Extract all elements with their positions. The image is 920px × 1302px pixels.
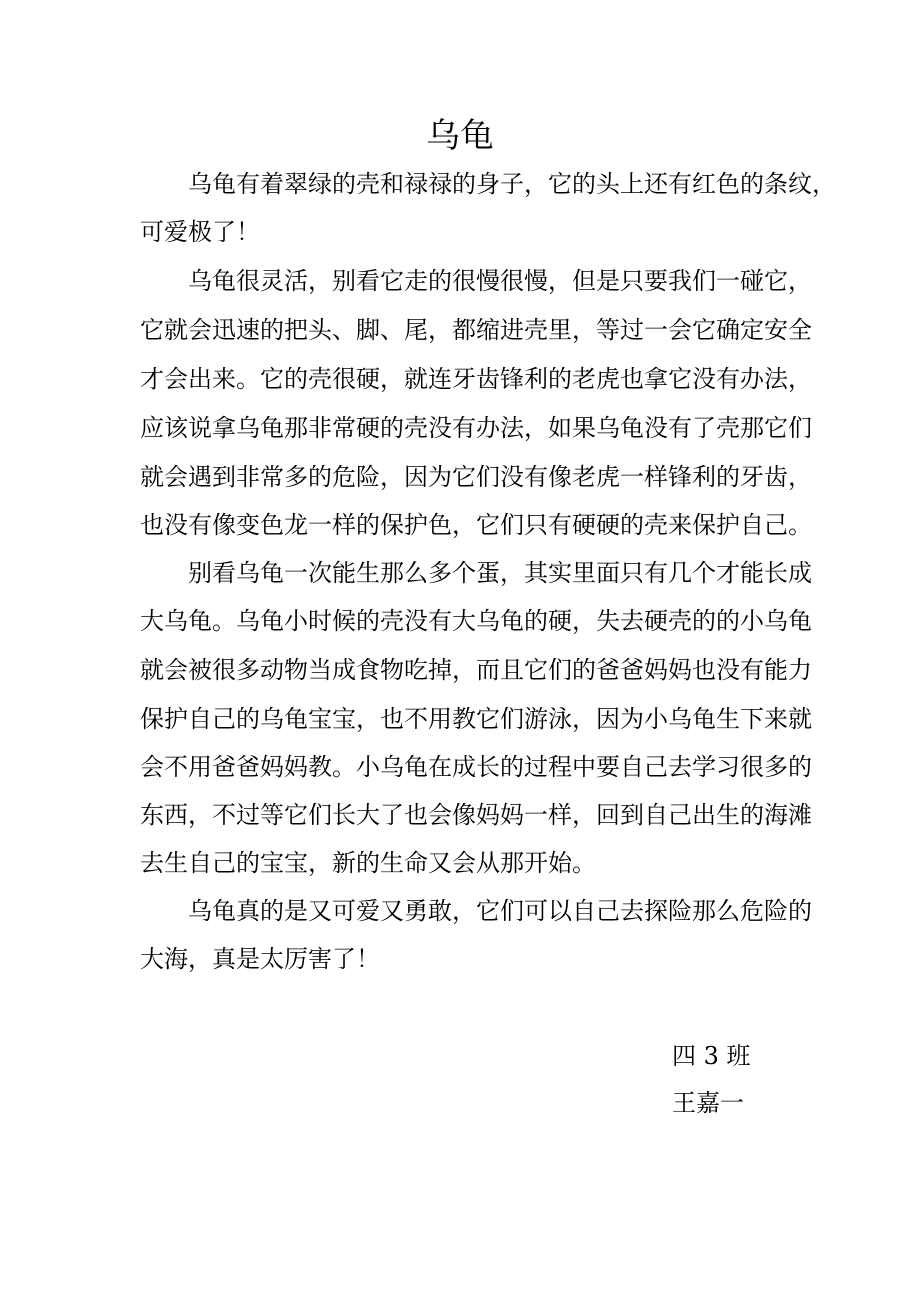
- paragraph-2-line-5: 就会遇到非常多的危险，因为它们没有像老虎一样锋利的牙齿，: [140, 463, 812, 491]
- paragraph-2-line-2: 它就会迅速的把头、脚、尾，都缩进壳里，等过一会它确定安全: [140, 316, 812, 344]
- paragraph-3-line-4: 保护自己的乌龟宝宝，也不用教它们游泳，因为小乌龟生下来就: [140, 705, 812, 733]
- class-name: 四 3 班: [672, 1042, 751, 1070]
- paragraph-2-line-6: 也没有像变色龙一样的保护色，它们只有硬硬的壳来保护自己。: [140, 511, 812, 539]
- author-name: 王嘉一: [672, 1089, 744, 1117]
- essay-title: 乌龟: [426, 116, 494, 156]
- paragraph-1-line-1: 乌龟有着翠绿的壳和禄禄的身子，它的头上还有红色的条纹，: [188, 170, 836, 198]
- paragraph-2-line-3: 才会出来。它的壳很硬，就连牙齿锋利的老虎也拿它没有办法，: [140, 365, 812, 393]
- paragraph-2-line-1: 乌龟很灵活，别看它走的很慢很慢，但是只要我们一碰它，: [188, 267, 812, 295]
- paragraph-3-line-6: 东西，不过等它们长大了也会像妈妈一样，回到自己出生的海滩: [140, 801, 812, 829]
- paragraph-4-line-1: 乌龟真的是又可爱又勇敢，它们可以自己去探险那么危险的: [188, 897, 812, 925]
- paragraph-3-line-1: 别看乌龟一次能生那么多个蛋，其实里面只有几个才能长成: [188, 559, 812, 587]
- paragraph-3-line-5: 会不用爸爸妈妈教。小乌龟在成长的过程中要自己去学习很多的: [140, 753, 812, 781]
- paragraph-2-line-4: 应该说拿乌龟那非常硬的壳没有办法，如果乌龟没有了壳那它们: [140, 414, 812, 442]
- paragraph-3-line-3: 就会被很多动物当成食物吃掉，而且它们的爸爸妈妈也没有能力: [140, 656, 812, 684]
- paragraph-1-line-2: 可爱极了！: [140, 218, 260, 246]
- paragraph-3-line-2: 大乌龟。乌龟小时候的壳没有大乌龟的硬，失去硬壳的的小乌龟: [140, 607, 812, 635]
- paragraph-3-line-7: 去生自己的宝宝，新的生命又会从那开始。: [140, 849, 596, 877]
- paragraph-4-line-2: 大海，真是太厉害了！: [140, 945, 380, 973]
